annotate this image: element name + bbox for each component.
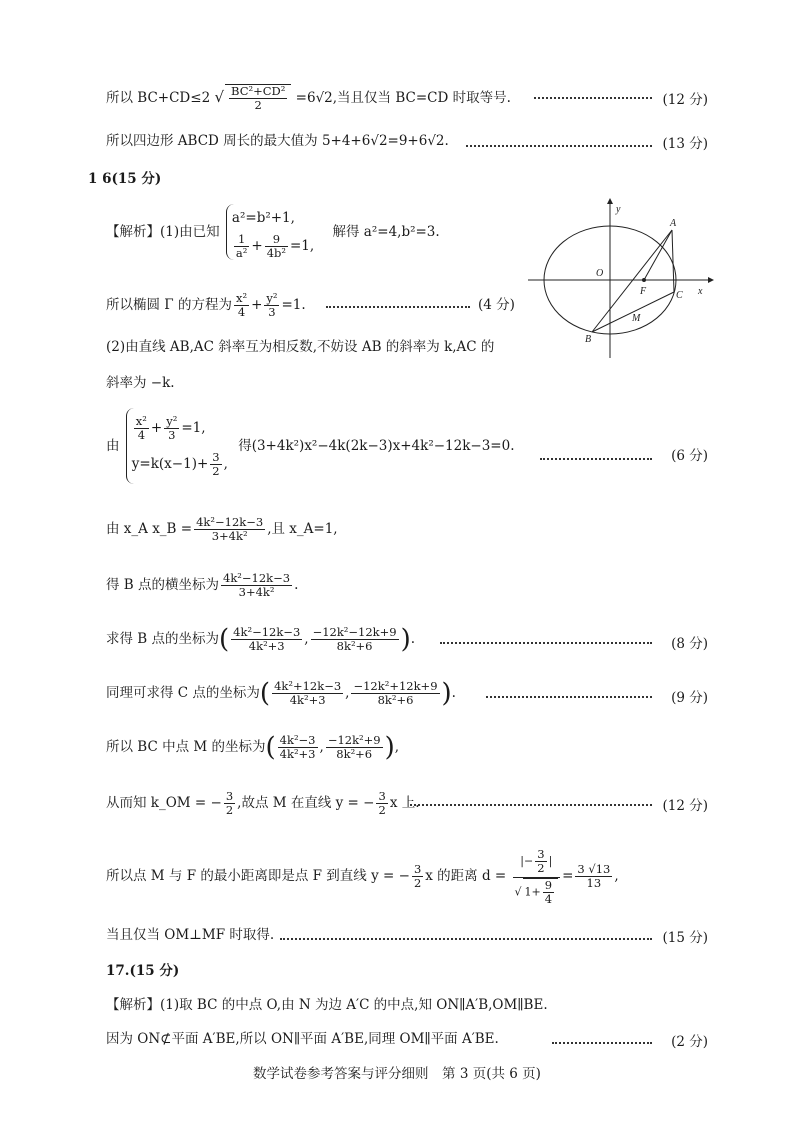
fraction	[351, 680, 439, 707]
text: ,	[614, 868, 619, 884]
denominator: 8k²+6	[336, 639, 373, 653]
numerator: 9	[544, 878, 553, 892]
denominator: 4	[544, 892, 553, 906]
fraction	[194, 516, 265, 543]
score-leader	[534, 97, 652, 99]
paren: )	[384, 732, 395, 763]
q16-final: 当且仅当 OM⊥MF 时取得.	[106, 927, 275, 943]
denominator: 2	[537, 861, 545, 875]
fraction	[221, 572, 292, 599]
text: =	[562, 868, 574, 884]
paren: (	[259, 678, 271, 709]
figure-lines	[528, 204, 708, 358]
paren: (	[265, 732, 276, 763]
text: .	[294, 577, 299, 593]
denominator: 8k²+6	[336, 747, 373, 761]
q16-b-x	[106, 572, 298, 599]
text: 求得 B 点的坐标为	[106, 631, 220, 647]
sys-row-2: $\frac{1}{\text{a²}}$ + $\frac{9}{\text{4b²}}$ =1,	[235, 232, 315, 260]
text: 所以 BC 中点 M 的坐标为	[106, 739, 266, 755]
numerator: x²	[135, 414, 147, 428]
numerator: y²	[166, 414, 178, 428]
q16-system-2	[106, 408, 515, 484]
numerator: −12k²+12k+9	[353, 679, 438, 693]
numerator: 3	[413, 861, 422, 876]
sqrt-sign: √	[214, 88, 225, 106]
sqrt-body	[225, 84, 291, 112]
text: 所以点 M 与 F 的最小距离即是点 F 到直线 y = −	[106, 868, 410, 884]
fraction	[229, 85, 287, 112]
denominator: 3	[168, 428, 176, 442]
denominator: 4k²+3	[279, 747, 316, 761]
result-text: 得(3+4k²)x²−4k(2k−3)x+4k²−12k−3=0.	[238, 438, 515, 454]
q16-part2-b: 斜率为 −k.	[106, 375, 175, 391]
score-9: (9 分)	[671, 690, 708, 706]
numerator: 4k²+12k−3	[274, 679, 342, 693]
label-b: B	[585, 334, 592, 345]
y-arrow	[607, 198, 613, 204]
fraction	[164, 415, 179, 442]
fraction	[234, 292, 249, 319]
score-q17-2: (2 分)	[671, 1034, 708, 1050]
x-arrow	[708, 277, 714, 283]
q16-header: 1 6(15 分)	[88, 171, 162, 187]
text: 1+	[524, 885, 541, 899]
label-m: M	[632, 313, 641, 324]
fraction	[264, 292, 279, 319]
denominator: √ 1+ $\frac{9}{4}$	[513, 878, 561, 906]
distance-fraction	[513, 846, 561, 906]
fraction	[234, 233, 249, 260]
score-8: (8 分)	[671, 636, 708, 652]
numerator: BC²+CD²	[231, 84, 286, 98]
sys-row-1: $\frac{\text{x²}}{4}$ + $\frac{\text{y²}}{3}$ =1,	[135, 414, 206, 442]
numerator: 3	[212, 450, 220, 464]
q16-kom	[106, 790, 420, 817]
q16-b-coord: 求得 B 点的坐标为( $\frac{\text{4k²−12k−3}}{\text{4k²+3}}$ , $\frac{\text{−12k²−12k+9}}{\text{8k²+6}}$ ).	[106, 624, 416, 655]
denominator: 4	[137, 428, 146, 442]
score-1: (12 分)	[662, 92, 708, 108]
fraction	[231, 626, 302, 653]
text: 由 x_A x_B =	[106, 521, 193, 537]
numerator: |− $\frac{3}{2}$ |	[513, 846, 561, 878]
denominator: 3	[268, 305, 276, 319]
text: 从而知 k_OM = −	[106, 795, 222, 811]
page-footer: 数学试卷参考答案与评分细则 第 3 页(共 6 页)	[253, 1066, 541, 1082]
fraction	[278, 734, 318, 761]
fraction	[575, 863, 612, 890]
score-leader	[280, 938, 652, 940]
q17-header: 17.(15 分)	[106, 963, 180, 979]
numerator: 3	[537, 847, 545, 861]
denominator: a²	[235, 246, 248, 260]
paren: )	[441, 678, 452, 709]
q16-vieta	[106, 516, 338, 543]
equation-system	[126, 408, 228, 484]
fraction	[311, 626, 399, 653]
score-leader	[552, 1042, 652, 1044]
q16-c-coord: 同理可求得 C 点的坐标为( $\frac{\text{4k²+12k−3}}{\text{4k²+3}}$ , $\frac{\text{−12k²+12k+9}}{\text{8k²+6}}$ ).	[106, 678, 456, 709]
fraction	[412, 863, 423, 890]
label-f: F	[640, 286, 647, 297]
numerator: 3 √13	[577, 861, 611, 876]
denominator: 4	[237, 305, 246, 319]
q17-line-2: 因为 ON⊄平面 A′BE,所以 ON∥平面 A′BE,同理 OM∥平面 A′BE.	[106, 1031, 499, 1047]
label-a: A	[670, 218, 677, 229]
score-leader	[486, 696, 652, 698]
label-x: x	[698, 286, 703, 297]
fraction	[265, 233, 288, 260]
label-c: C	[676, 290, 683, 301]
q16-part1	[106, 204, 440, 260]
numerator: 4k²−12k−3	[196, 515, 264, 529]
numerator: 3	[225, 789, 234, 803]
numerator: 4k²−3	[279, 733, 316, 747]
denominator: 2	[212, 464, 220, 478]
text: 所以椭圆 Γ 的方程为	[106, 297, 232, 313]
q16-ellipse-eq: 所以椭圆 Γ 的方程为 $\frac{\text{x²}}{4}$ + $\frac{\text{y²}}{3}$ =1.	[106, 291, 306, 319]
text: ,且 x_A=1,	[267, 521, 338, 537]
q16-m-coord: 所以 BC 中点 M 的坐标为( $\frac{\text{4k²−3}}{\text{4k²+3}}$ , $\frac{\text{−12k²+9}}{\text{8k²+6}}$ ),	[106, 732, 400, 763]
denominator: 8k²+6	[377, 693, 414, 707]
segment-bc	[592, 292, 674, 332]
numerator: 9	[265, 233, 288, 247]
denominator: 4b²	[266, 246, 286, 260]
fraction	[210, 451, 221, 478]
sys-row-1: a²=b²+1,	[231, 210, 295, 226]
solve-text: 解得 a²=4,b²=3.	[332, 224, 440, 240]
line-2: 所以四边形 ABCD 周长的最大值为 5+4+6√2=9+6√2.	[106, 133, 449, 149]
figure-labels	[585, 204, 703, 345]
text: ,	[223, 456, 228, 472]
fraction	[535, 848, 546, 875]
score-leader	[466, 145, 652, 147]
numerator: 3	[378, 789, 386, 803]
score-leader	[326, 306, 470, 308]
paren: (	[219, 624, 230, 655]
equation-system	[226, 204, 314, 260]
fraction	[543, 879, 554, 906]
q17-line-1: 【解析】(1)取 BC 的中点 O,由 N 为边 A′C 的中点,知 ON∥A′B,OM∥BE.	[106, 997, 548, 1013]
label-o: O	[596, 268, 604, 279]
text: 得 B 点的横坐标为	[106, 577, 220, 593]
score-ellipse: (4 分)	[478, 297, 515, 313]
fraction	[326, 734, 383, 761]
line-1	[106, 84, 511, 112]
numerator: −12k²+9	[327, 733, 381, 747]
q16-distance	[106, 846, 619, 906]
denominator: 4k²+3	[289, 693, 326, 707]
text: y=k(x−1)+	[131, 456, 209, 472]
fraction	[376, 790, 387, 817]
paren: )	[400, 624, 411, 655]
sqrt-body	[523, 878, 559, 906]
score-leader	[540, 458, 652, 460]
text: =6√2,当且仅当 BC=CD 时取等号.	[295, 90, 511, 106]
numerator: 1	[234, 233, 249, 247]
jiexi-label: 【解析】(1)由已知	[106, 224, 220, 240]
score-15: (15 分)	[662, 930, 708, 946]
numerator: y²	[266, 291, 278, 305]
segment-af	[644, 230, 672, 280]
denominator: 4k²+3	[248, 639, 285, 653]
denominator: 2	[225, 803, 234, 817]
numerator: −12k²−12k+9	[312, 625, 397, 639]
text: 同理可求得 C 点的坐标为	[106, 685, 260, 701]
score-2: (13 分)	[662, 136, 708, 152]
text: x 的距离 d =	[425, 868, 507, 884]
text: 由	[106, 438, 120, 454]
fraction	[272, 680, 343, 707]
text: ,故点 M 在直线 y = −	[237, 795, 375, 811]
score-12: (12 分)	[662, 798, 708, 814]
score-leader	[440, 642, 652, 644]
fraction	[134, 415, 149, 442]
numerator: 4k²−12k−3	[223, 571, 291, 585]
text: ,	[394, 739, 400, 755]
numerator: 4k²−12k−3	[233, 625, 301, 639]
denominator: 2	[254, 98, 262, 112]
label-y: y	[616, 204, 621, 215]
text: =1,	[181, 420, 206, 436]
q16-part2-a: (2)由直线 AB,AC 斜率互为相反数,不妨设 AB 的斜率为 k,AC 的	[106, 339, 495, 355]
denominator: 13	[586, 875, 602, 890]
denominator: 3+4k²	[238, 585, 275, 599]
denominator: 2	[413, 875, 422, 890]
text: 所以 BC+CD≤2	[106, 90, 211, 106]
denominator: 2	[378, 803, 386, 817]
sys-row-2	[132, 446, 228, 482]
fraction	[224, 790, 235, 817]
numerator: x²	[235, 291, 248, 305]
score-6: (6 分)	[671, 448, 708, 464]
focus-point	[642, 278, 646, 282]
text: =1,	[290, 238, 315, 254]
text: x 上.	[389, 795, 420, 811]
score-leader	[410, 804, 652, 806]
text: =1.	[281, 297, 306, 313]
ellipse-figure	[528, 198, 718, 358]
denominator: 3+4k²	[211, 529, 248, 543]
